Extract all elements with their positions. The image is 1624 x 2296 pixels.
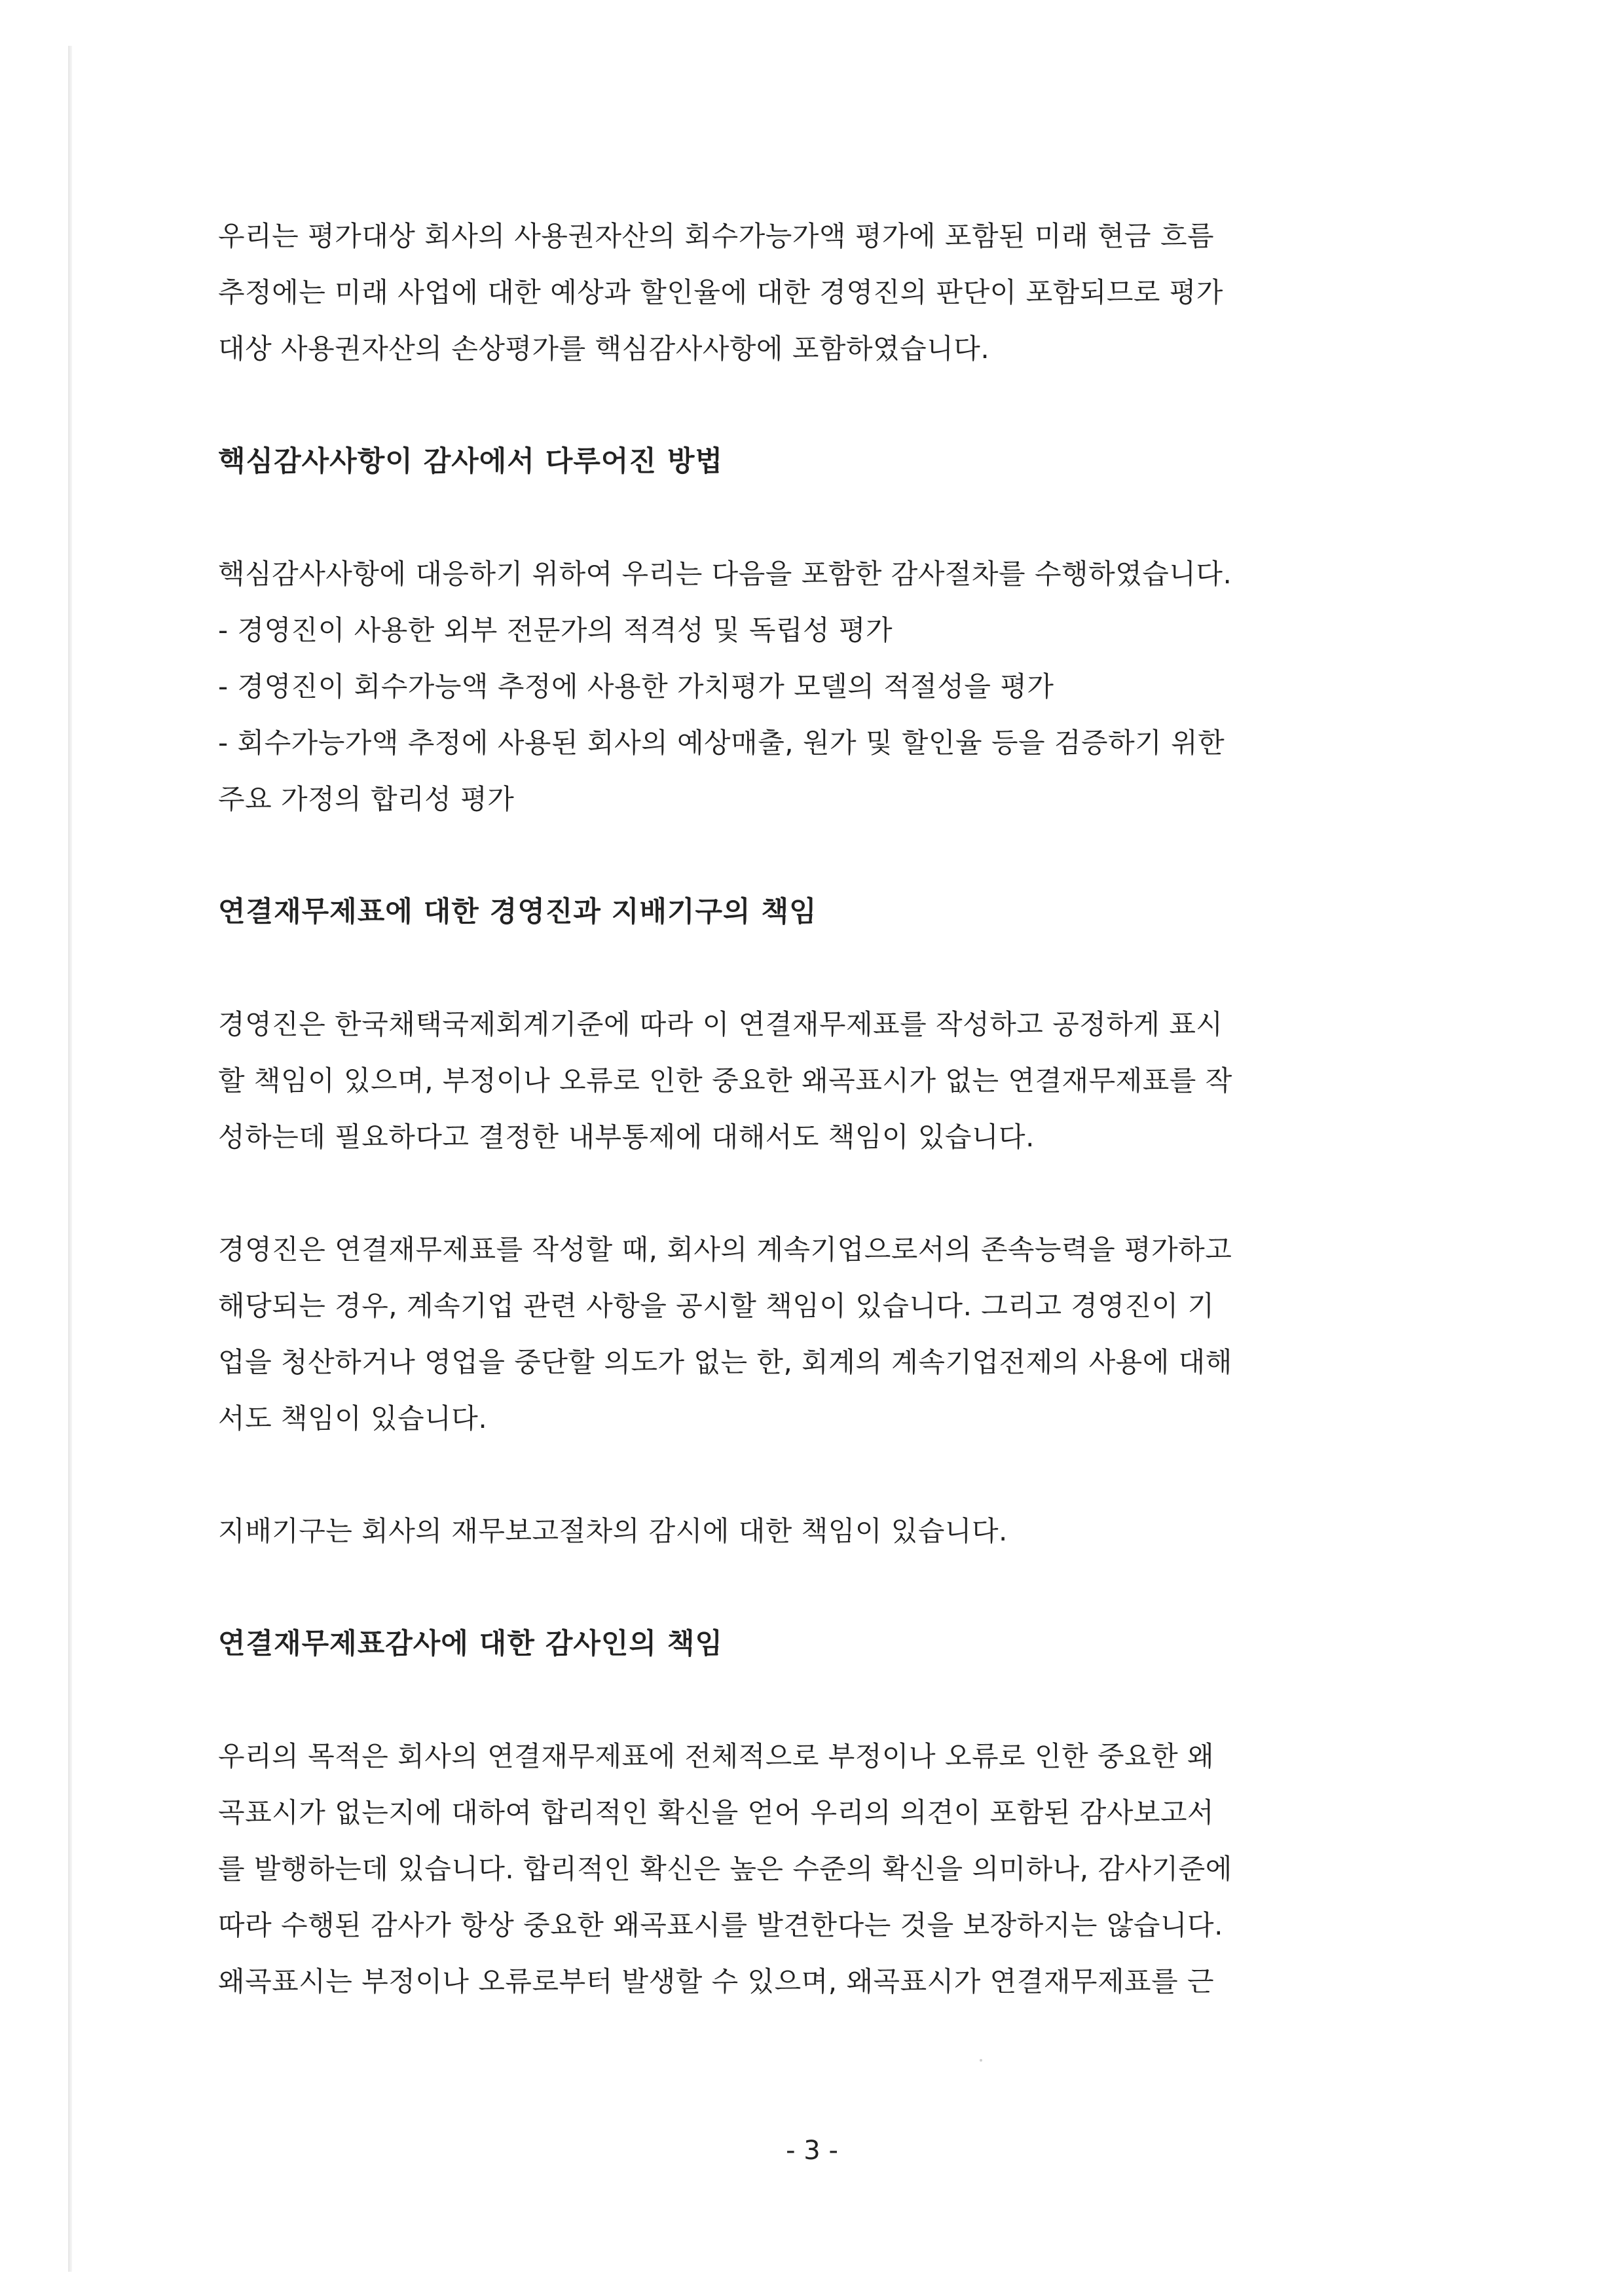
- management-paragraph-3: [218, 1503, 1416, 1559]
- management-paragraph-1: [218, 996, 1416, 1165]
- scan-speck: [980, 2059, 982, 2062]
- text-line: 대상 사용권자산의 손상평가를 핵심감사사항에 포함하였습니다.: [218, 333, 990, 365]
- text-line: 왜곡표시는 부정이나 오류로부터 발생할 수 있으며, 왜곡표시가 연결재무제표를 근: [218, 1965, 1215, 1997]
- page-number: - 3 -: [786, 2136, 838, 2166]
- kam-method-heading: 핵심감사사항이 감사에서 다루어진 방법: [218, 445, 724, 478]
- paragraph-spacer: [218, 1559, 1416, 1616]
- paragraph-spacer: [218, 490, 1416, 546]
- list-item: - 경영진이 사용한 외부 전문가의 적격성 및 독립성 평가: [218, 614, 893, 646]
- list-item: - 경영진이 회수가능액 추정에 사용한 가치평가 모델의 적절성을 평가: [218, 670, 1054, 702]
- text-line: 성하는데 필요하다고 결정한 내부통제에 대해서도 책임이 있습니다.: [218, 1121, 1035, 1153]
- text-line: 핵심감사사항에 대응하기 위하여 우리는 다음을 포함한 감사절차를 수행하였습니다.: [218, 558, 1232, 590]
- document-body: [218, 208, 1416, 2010]
- paragraph-spacer: [218, 377, 1416, 433]
- kam-method-list: [218, 546, 1416, 828]
- text-line: 따라 수행된 감사가 항상 중요한 왜곡표시를 발견한다는 것을 보장하지는 않습니다.: [218, 1909, 1223, 1941]
- kam-reason-paragraph: [218, 208, 1416, 377]
- text-line: 업을 청산하거나 영업을 중단할 의도가 없는 한, 회계의 계속기업전제의 사용에 대해: [218, 1346, 1232, 1378]
- paragraph-spacer: [218, 940, 1416, 996]
- management-paragraph-2: [218, 1222, 1416, 1447]
- text-line: 경영진은 연결재무제표를 작성할 때, 회사의 계속기업으로서의 존속능력을 평가하고: [218, 1233, 1232, 1266]
- list-item: - 회수가능가액 추정에 사용된 회사의 예상매출, 원가 및 할인율 등을 검증하기 위한: [218, 727, 1225, 759]
- text-line: 지배기구는 회사의 재무보고절차의 감시에 대한 책임이 있습니다.: [218, 1515, 1008, 1547]
- auditor-responsibility-heading: 연결재무제표감사에 대한 감사인의 책임: [218, 1628, 724, 1660]
- text-line: 주요 가정의 합리성 평가: [218, 783, 515, 815]
- text-line: 곡표시가 없는지에 대하여 합리적인 확신을 얻어 우리의 의견이 포함된 감사보고서: [218, 1796, 1215, 1829]
- text-line: 를 발행하는데 있습니다. 합리적인 확신은 높은 수준의 확신을 의미하나, 감사기준에: [218, 1853, 1232, 1885]
- paragraph-spacer: [218, 1165, 1416, 1222]
- scan-edge-shadow: [68, 46, 72, 2272]
- text-line: 추정에는 미래 사업에 대한 예상과 할인율에 대한 경영진의 판단이 포함되므로 평가: [218, 276, 1223, 308]
- text-line: 우리의 목적은 회사의 연결재무제표에 전체적으로 부정이나 오류로 인한 중요한 왜: [218, 1740, 1215, 1772]
- text-line: 해당되는 경우, 계속기업 관련 사항을 공시할 책임이 있습니다. 그리고 경영진이 기: [218, 1290, 1215, 1322]
- text-line: 할 책임이 있으며, 부정이나 오류로 인한 중요한 왜곡표시가 없는 연결재무제표를 작: [218, 1065, 1232, 1097]
- paragraph-spacer: [218, 828, 1416, 884]
- management-responsibility-heading: 연결재무제표에 대한 경영진과 지배기구의 책임: [218, 896, 817, 928]
- auditor-paragraph: [218, 1728, 1416, 2010]
- paragraph-spacer: [218, 1447, 1416, 1503]
- text-line: 경영진은 한국채택국제회계기준에 따라 이 연결재무제표를 작성하고 공정하게 표시: [218, 1008, 1223, 1040]
- text-line: 우리는 평가대상 회사의 사용권자산의 회수가능가액 평가에 포함된 미래 현금 흐름: [218, 220, 1215, 252]
- text-line: 서도 책임이 있습니다.: [218, 1402, 488, 1434]
- paragraph-spacer: [218, 1672, 1416, 1728]
